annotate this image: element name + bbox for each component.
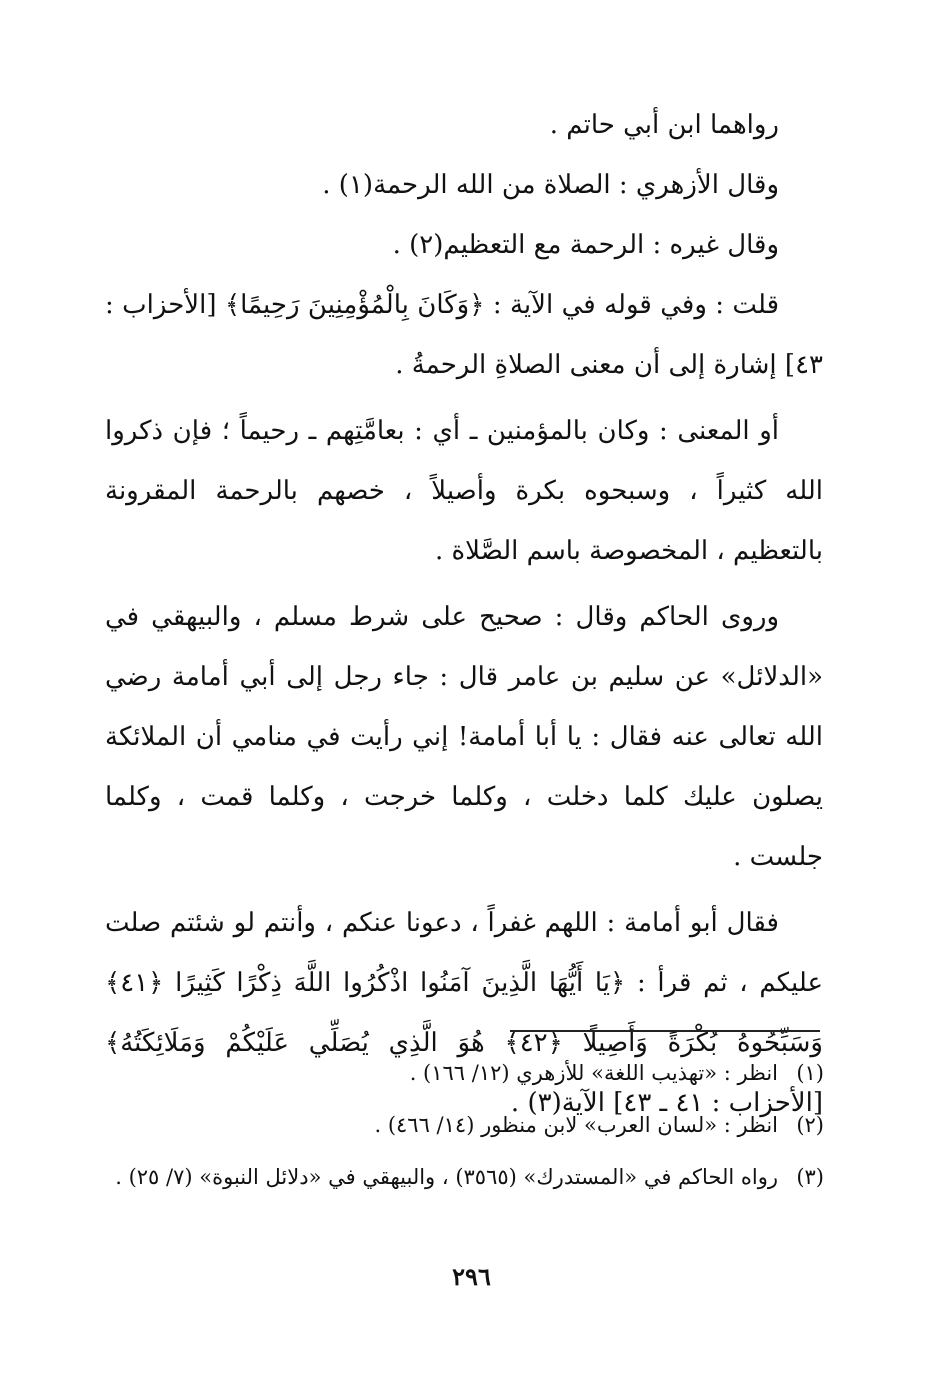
footnote-number: (٣) [796,1165,824,1189]
paragraph-6: وروى الحاكم وقال : صحيح على شرط مسلم ، والبيهقي في «الدلائل» عن سليم بن عامر قال : جاء رجل إلى أبي أمامة رضي الله تعالى عنه فقال : يا أبا أمامة! إني رأيت في منامي أن الملائكة يصلون عليك كلما دخلت ، وكلما خرجت ، وكلما قمت ، وكلما جلست . [105,602,823,872]
paragraph-5: أو المعنى : وكان بالمؤمنين ـ أي : بعامَّتِهم ـ رحيماً ؛ فإن ذكروا الله كثيراً ، وسبحوه بكرة وأصيلاً ، خصهم بالرحمة المقرونة بالتعظيم ، المخصوصة باسم الصَّلاة . [105,416,823,566]
paragraph-1: رواهما ابن أبي حاتم . [549,110,779,140]
footnote-3 [108,1151,824,1203]
paragraph-3: وقال غيره : الرحمة مع التعظيم(٢) . [392,230,779,260]
main-text [105,95,823,1133]
paragraph-4: قلت : وفي قوله في الآية : ﴿وَكَانَ بِالْمُؤْمِنِينَ رَحِيمًا﴾ [الأحزاب : ٤٣] إشارة إلى أن معنى الصلاةِ الرحمةُ . [105,290,823,380]
paragraph-2: وقال الأزهري : الصلاة من الله الرحمة(١) . [322,170,779,200]
paragraph-7: فقال أبو أمامة : اللهم غفراً ، دعونا عنكم ، وأنتم لو شئتم صلت عليكم ، ثم قرأ : ﴿يَا أَيُّهَا الَّذِينَ آمَنُوا اذْكُرُوا اللَّهَ ذِكْرًا كَثِيرًا ﴿٤١﴾ وَسَبِّحُوهُ بُكْرَةً وَأَصِيلًا ﴿٤٢﴾ هُوَ الَّذِي يُصَلِّي عَلَيْكُمْ وَمَلَائِكَتُهُ﴾ [الأحزاب : ٤١ ـ ٤٣] الآية(٣) . [105,908,823,1118]
footnote-text: انظر : «لسان العرب» لابن منظور (١٤/ ٤٦٦) . [374,1113,778,1137]
footnotes [108,1047,824,1203]
footnote-text: رواه الحاكم في «المستدرك» (٣٥٦٥) ، والبيهقي في «دلائل النبوة» (٧/ ٢٥) . [115,1165,778,1189]
footnote-2 [108,1099,824,1151]
footnote-number: (٢) [796,1113,824,1137]
footnote-text: انظر : «تهذيب اللغة» للأزهري (١٢/ ١٦٦) . [409,1061,778,1085]
footnote-number: (١) [796,1061,824,1085]
page-number: ٢٩٦ [452,1262,491,1291]
footnote-divider [510,1030,820,1032]
footnote-1 [108,1047,824,1099]
